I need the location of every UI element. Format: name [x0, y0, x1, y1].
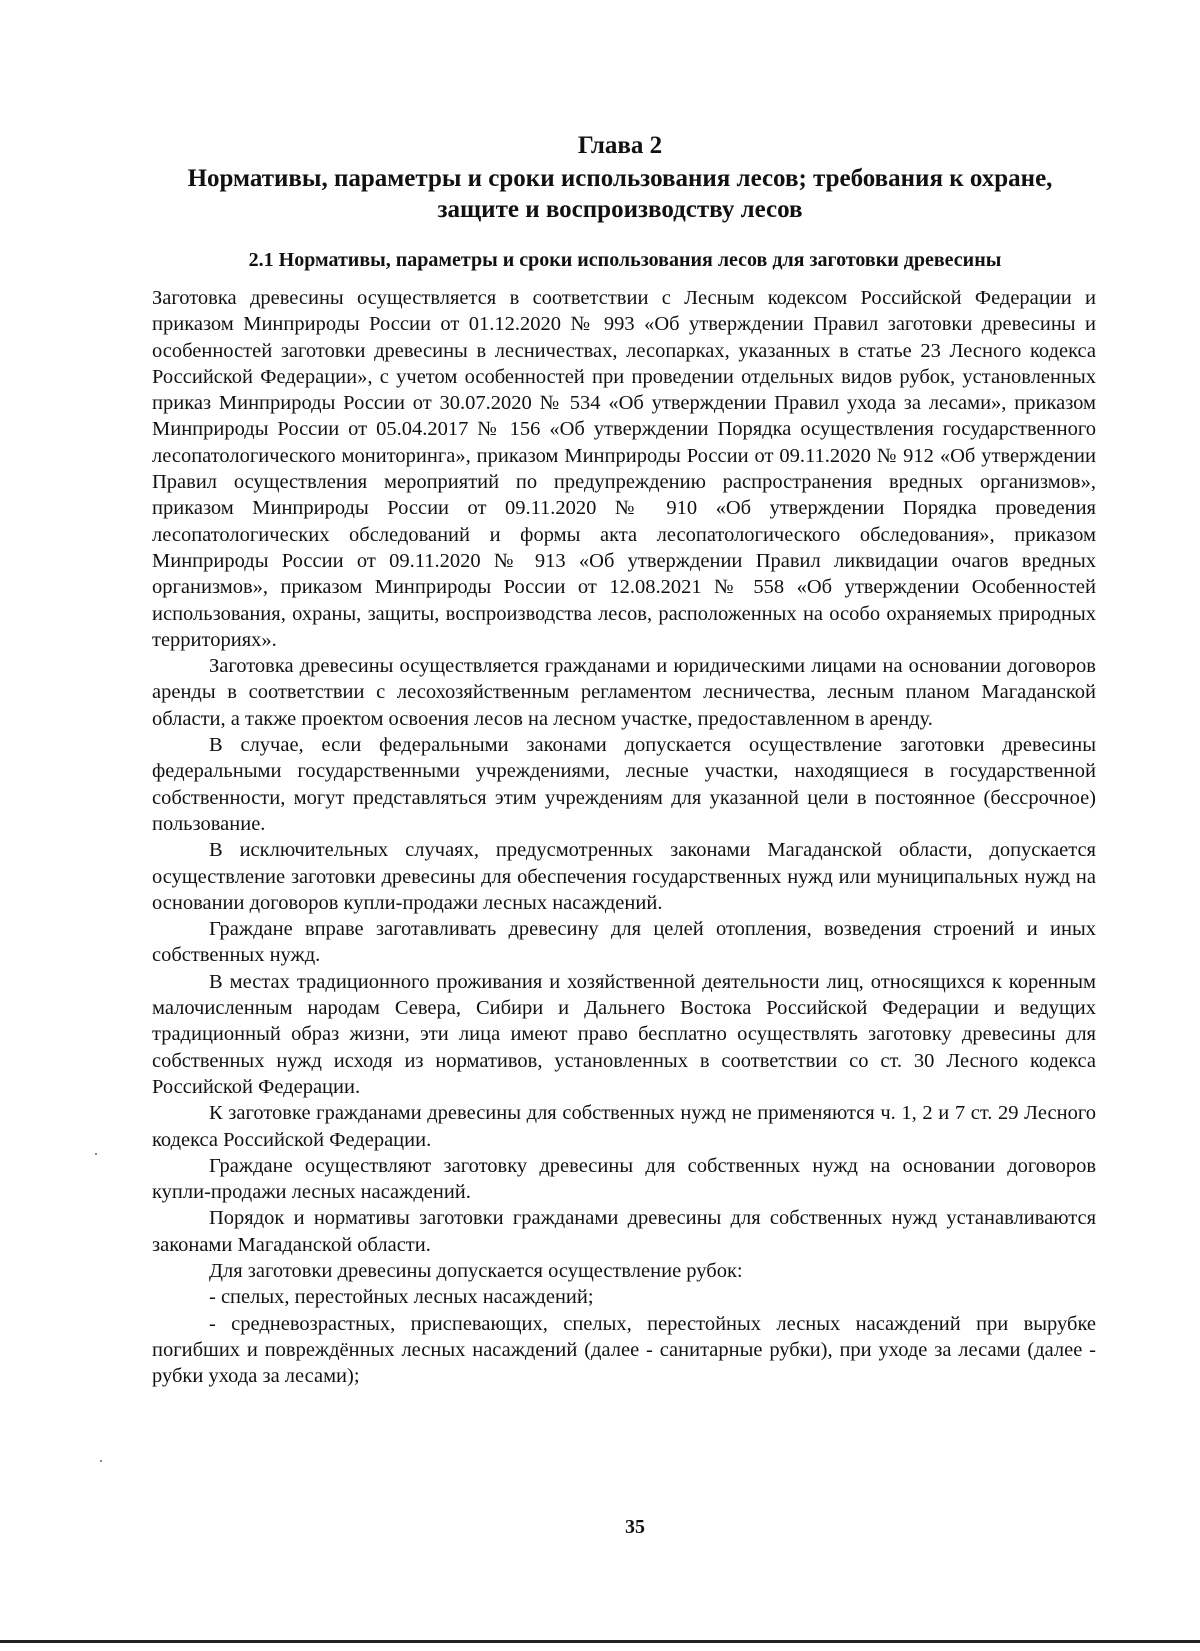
chapter-title-line-1: Нормативы, параметры и сроки использования лесов; требования к охране, — [187, 165, 1053, 192]
paragraph: Заготовка древесины осуществляется гражданами и юридическими лицами на основании договоров аренды в соответствии с лесохозяйственным регламентом лесничества, лесным планом Магаданской области, а также проектом освоения лесов на лесном участке, предоставленном в аренду. — [152, 655, 1096, 730]
bottom-rule — [0, 1640, 1200, 1643]
list-item: - средневозрастных, приспевающих, спелых, перестойных лесных насаждений при вырубке погибших и повреждённых лесных насаждений (далее - санитарные рубки), при уходе за лесами (далее - рубки ухода за лесами); — [152, 1312, 1096, 1388]
paragraph: Порядок и нормативы заготовки гражданами древесины для собственных нужд устанавливаются законами Магаданской области. — [152, 1207, 1096, 1256]
page-number: 35 — [625, 1516, 645, 1538]
paragraph: К заготовке гражданами древесины для собственных нужд не применяются ч. 1, 2 и 7 ст. 29 Лесного кодекса Российской Федерации. — [152, 1102, 1096, 1151]
paragraph: Для заготовки древесины допускается осуществление рубок: — [209, 1259, 743, 1282]
section-title: 2.1 Нормативы, параметры и сроки использования лесов для заготовки древесины — [248, 249, 1002, 271]
list-item: - спелых, перестойных лесных насаждений; — [209, 1286, 594, 1309]
paragraph: Заготовка древесины осуществляется в соответствии с Лесным кодексом Российской Федерации и приказом Минприроды России от 01.12.2020 № 993 «Об утверждении Правил заготовки древесины и особенностей заготовки древесины в лесничествах, лесопарках, указанных в статье 23 Лесного кодекса Российской Федерации», с учетом особенностей при проведении отдельных видов рубок, установленных приказ Минприроды России от 30.07.2020 № 534 «Об утверждении Правил ухода за лесами», приказом Минприроды России от 05.04.2017 № 156 «Об утверждении Порядка осуществления государственного лесопатологического мониторинга», приказом Минприроды России от 09.11.2020 № 912 «Об утверждении Правил осуществления мероприятий по предупреждению распространения вредных организмов», приказом Минприроды России от 09.11.2020 № 910 «Об утверждении Порядка проведения лесопатологических обследований и формы акта лесопатологического обследования», приказом Минприроды России от 09.11.2020 № 913 «Об утверждении Правил ликвидации очагов вредных организмов», приказом Минприроды России от 12.08.2021 № 558 «Об утверждении Особенностей использования, охраны, защиты, воспроизводства лесов, расположенных на особо охраняемых природных территориях». — [152, 287, 1096, 651]
chapter-number: Глава 2 — [577, 132, 663, 159]
chapter-title — [130, 163, 1110, 225]
paragraph: В случае, если федеральными законами допускается осуществление заготовки древесины федеральными государственными учреждениями, лесные участки, находящиеся в государственной собственности, могут представляться этим учреждениям для указанной цели в постоянное (бессрочное) пользование. — [152, 734, 1096, 835]
paragraph: В местах традиционного проживания и хозяйственной деятельности лиц, относящихся к коренным малочисленным народам Севера, Сибири и Дальнего Востока Российской Федерации и ведущих традиционный образ жизни, эти лица имеют право бесплатно осуществлять заготовку древесины для собственных нужд исходя из нормативов, установленных в соответствии со ст. 30 Лесного кодекса Российской Федерации. — [152, 970, 1096, 1098]
body-text — [152, 285, 1096, 1389]
paragraph: Граждане вправе заготавливать древесину для целей отопления, возведения строений и иных собственных нужд. — [152, 918, 1096, 967]
paragraph: Граждане осуществляют заготовку древесины для собственных нужд на основании договоров купли-продажи лесных насаждений. — [152, 1154, 1096, 1204]
chapter-title-line-2: защите и воспроизводству лесов — [437, 196, 803, 223]
paragraph: В исключительных случаях, предусмотренных законами Магаданской области, допускается осуществление заготовки древесины для обеспечения государственных нужд или муниципальных нужд на основании договоров купли-продажи лесных насаждений. — [152, 839, 1096, 914]
scan-speck — [100, 1460, 102, 1462]
scan-speck — [95, 1153, 97, 1155]
